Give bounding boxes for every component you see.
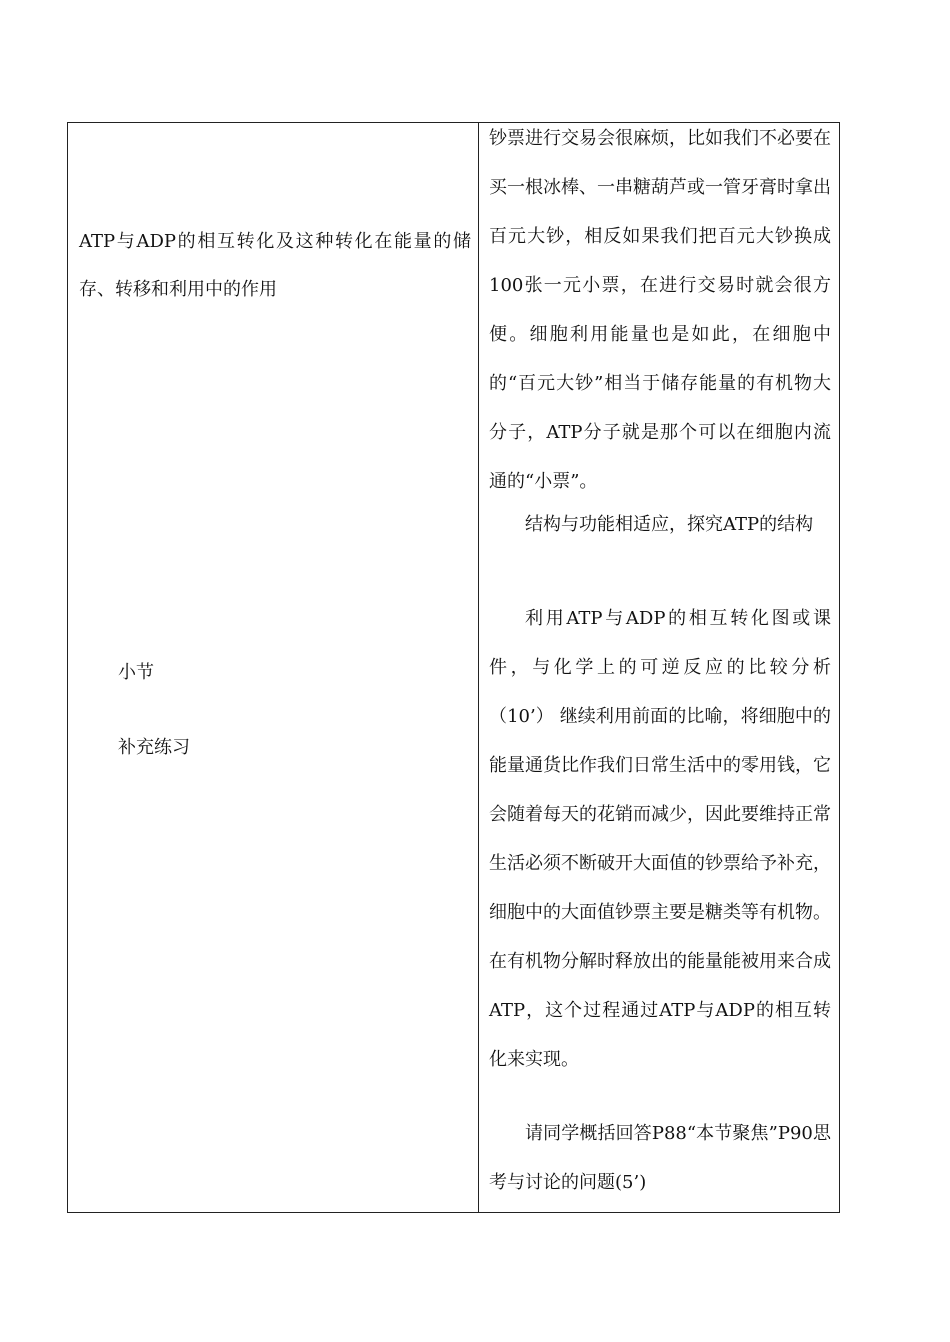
paragraph-conversion: 利用ATP与ADP的相互转化图或课件，与化学上的可逆反应的比较分析（10’） 继续利用前面的比喻，将细胞中的能量通货比作我们日常生活中的零用钱，它会随着每天的花销而减少，因此要维持正常生活必须不断破开大面值的钞票给予补充，细胞中的大面值钞票主要是糖类等有机物。在有机物分解时释放出的能量能被用来合成ATP，这个过程通过ATP与ADP的相互转化来实现。 (489, 608, 831, 1070)
summary-label: 小节 (118, 662, 154, 683)
paragraph-question: 请同学概括回答P88“本节聚焦”P90思考与讨论的问题(5’) (489, 1123, 831, 1193)
paragraph-analogy: 钞票进行交易会很麻烦，比如我们不必要在买一根冰棒、一串糖葫芦或一管牙膏时拿出百元大钞，相反如果我们把百元大钞换成100张一元小票，在进行交易时就会很方便。细胞利用能量也是如此，在细胞中的“百元大钞”相当于储存能量的有机物大分子，ATP分子就是那个可以在细胞内流通的“小票”。 (489, 128, 831, 492)
lesson-table (67, 122, 840, 1213)
paragraph-structure: 结构与功能相适应，探究ATP的结构 (525, 514, 814, 535)
exercise-label: 补充练习 (118, 737, 190, 758)
topic-text: ATP与ADP的相互转化及这种转化在能量的储存、转移和利用中的作用 (79, 231, 471, 300)
left-column (68, 123, 478, 1212)
right-column (479, 123, 841, 1212)
